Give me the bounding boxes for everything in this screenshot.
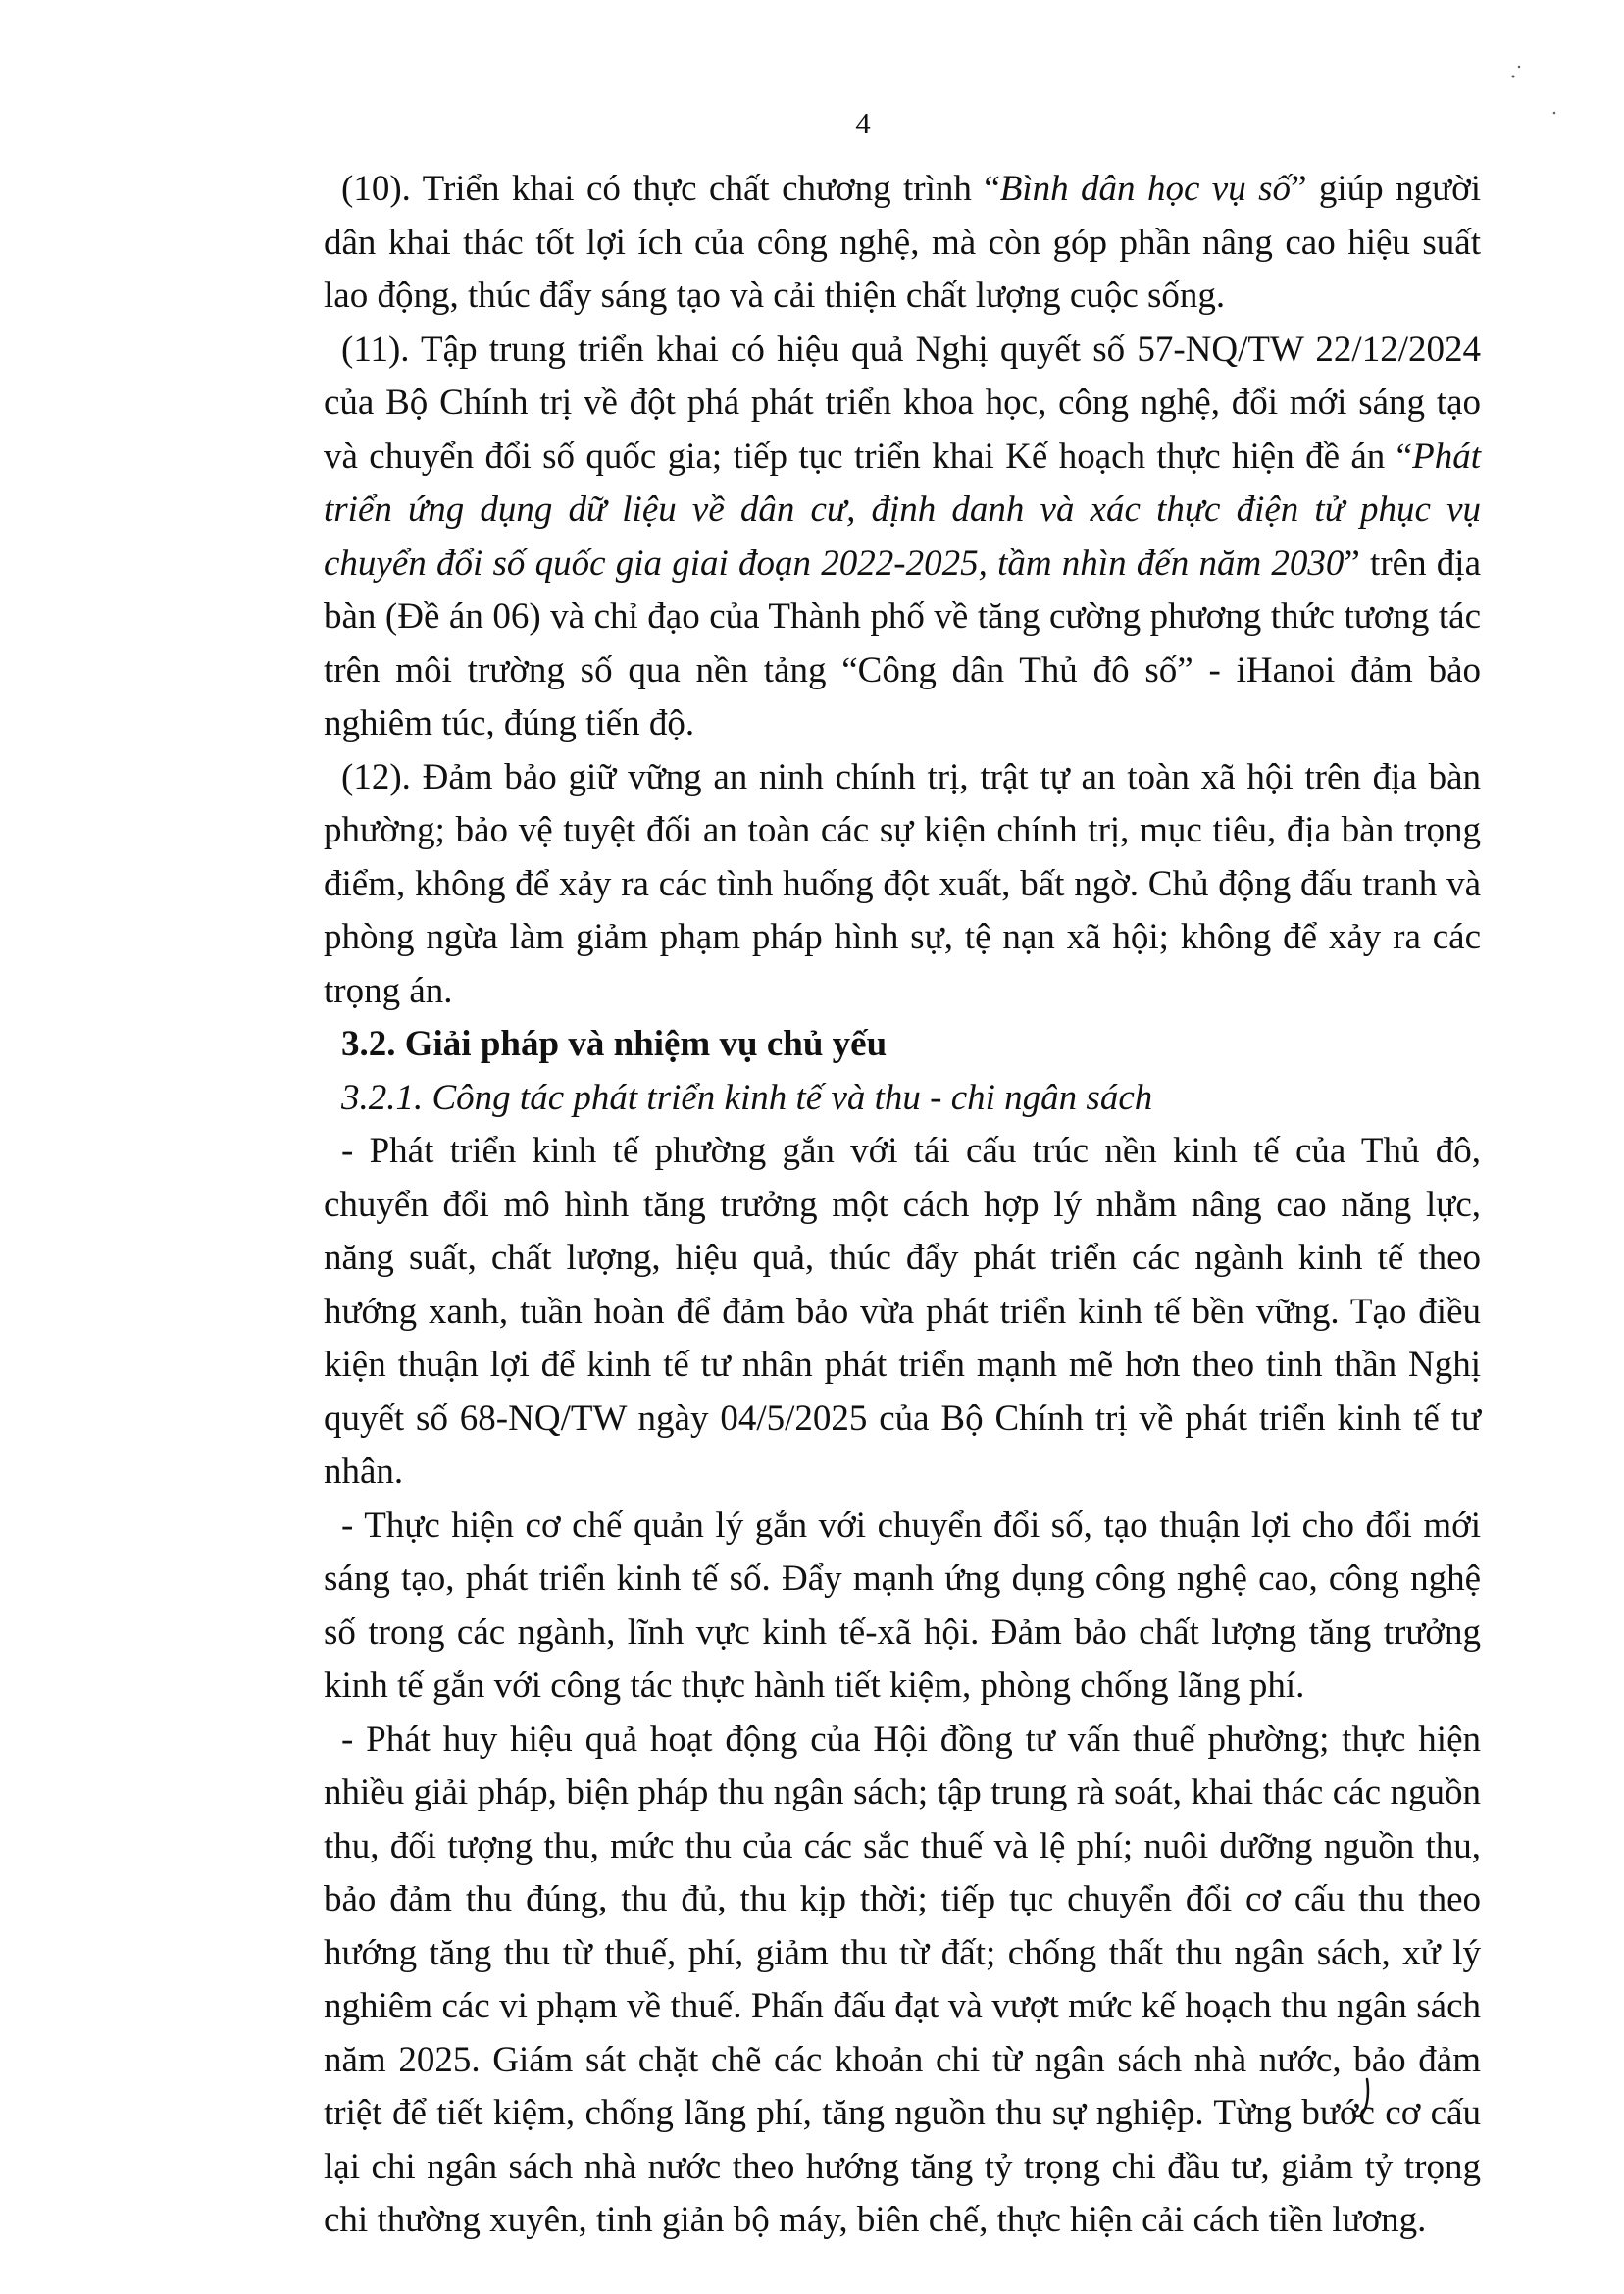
paragraph-10 (324, 163, 1481, 324)
paragraph-10-rest: ” giúp người dân khai thác tốt lợi ích của công nghệ, mà còn góp phần nâng cao hiệu suất lao động, thúc đẩy sáng tạo và cải thiện chất lượng cuộc sống. (324, 169, 1482, 316)
bullet-paragraph-3: - Phát huy hiệu quả hoạt động của Hội đồng tư vấn thuế phường; thực hiện nhiều giải pháp, biện pháp thu ngân sách; tập trung rà soát, khai thác các nguồn thu, đối tượng thu, mức thu của các sắc thuế và lệ phí; nuôi dưỡng nguồn thu, bảo đảm thu đúng, thu đủ, thu kịp thời; tiếp tục chuyển đổi cơ cấu thu theo hướng tăng thu từ thuế, phí, giảm thu từ đất; chống thất thu ngân sách, xử lý nghiêm các vi phạm về thuế. Phấn đấu đạt và vượt mức kế hoạch thu ngân sách năm 2025. Giám sát chặt chẽ các khoản chi từ ngân sách nhà nước, bảo đảm triệt để tiết kiệm, chống lãng phí, tăng nguồn thu sự nghiệp. Từng bước cơ cấu lại chi ngân sách nhà nước theo hướng tăng tỷ trọng chi đầu tư, giảm tỷ trọng chi thường xuyên, tinh giản bộ máy, biên chế, thực hiện cải cách tiền lương. (324, 1718, 1481, 2240)
document-body (324, 163, 1481, 2248)
page-number: 4 (855, 106, 871, 140)
initial-mark (1351, 2077, 1375, 2120)
paragraph-11 (324, 324, 1481, 751)
paragraph-11-rest: ” trên địa bàn (Đề án 06) và chỉ đạo của Thành phố về tăng cường phương thức tương tác trên môi trường số qua nền tảng “Công dân Thủ đô số” - iHanoi đảm bảo nghiêm túc, đúng tiến độ. (324, 542, 1482, 743)
paragraph-11-lead: (11). Tập trung triển khai có hiệu quả Nghị quyết số 57-NQ/TW 22/12/2024 của Bộ Chính trị về đột phá phát triển khoa học, công nghệ, đổi mới sáng tạo và chuyển đổi số quốc gia; tiếp tục triển khai Kế hoạch thực hiện đề án “ (324, 329, 1481, 477)
bullet-paragraph-2: - Thực hiện cơ chế quản lý gắn với chuyển đổi số, tạo thuận lợi cho đổi mới sáng tạo, phát triển kinh tế số. Đẩy mạnh ứng dụng công nghệ cao, công nghệ số trong các ngành, lĩnh vực kinh tế-xã hội. Đảm bảo chất lượng tăng trưởng kinh tế gắn với công tác thực hành tiết kiệm, phòng chống lãng phí. (324, 1504, 1481, 1706)
section-heading: 3.2. Giải pháp và nhiệm vụ chủ yếu (341, 1024, 888, 1064)
project-name: Phát triển ứng dụng dữ liệu về dân cư, định danh và xác thực điện tử phục vụ chuyển đổi số quốc gia giai đoạn 2022-2025, tầm nhìn đến năm 2030 (324, 435, 1481, 584)
subsection-heading: 3.2.1. Công tác phát triển kinh tế và thu - chi ngân sách (341, 1077, 1153, 1118)
paragraph-12: (12). Đảm bảo giữ vững an ninh chính trị, trật tự an toàn xã hội trên địa bàn phường; bảo vệ tuyệt đối an toàn các sự kiện chính trị, mục tiêu, địa bàn trọng điểm, không để xảy ra các tình huống đột xuất, bất ngờ. Chủ động đấu tranh và phòng ngừa làm giảm phạm pháp hình sự, tệ nạn xã hội; không để xảy ra các trọng án. (324, 756, 1481, 1011)
paragraph-10-lead: (10). Triển khai có thực chất chương trình “ (341, 169, 1000, 209)
scan-speckle (1505, 59, 1564, 118)
bullet-paragraph-1: - Phát triển kinh tế phường gắn với tái cấu trúc nền kinh tế của Thủ đô, chuyển đổi mô hình tăng trưởng một cách hợp lý nhằm nâng cao năng lực, năng suất, chất lượng, hiệu quả, thúc đẩy phát triển các ngành kinh tế theo hướng xanh, tuần hoàn để đảm bảo vừa phát triển kinh tế bền vững. Tạo điều kiện thuận lợi để kinh tế tư nhân phát triển mạnh mẽ hơn theo tinh thần Nghị quyết số 68-NQ/TW ngày 04/5/2025 của Bộ Chính trị về phát triển kinh tế tư nhân. (324, 1131, 1481, 1492)
program-name: Bình dân học vụ số (999, 169, 1292, 209)
